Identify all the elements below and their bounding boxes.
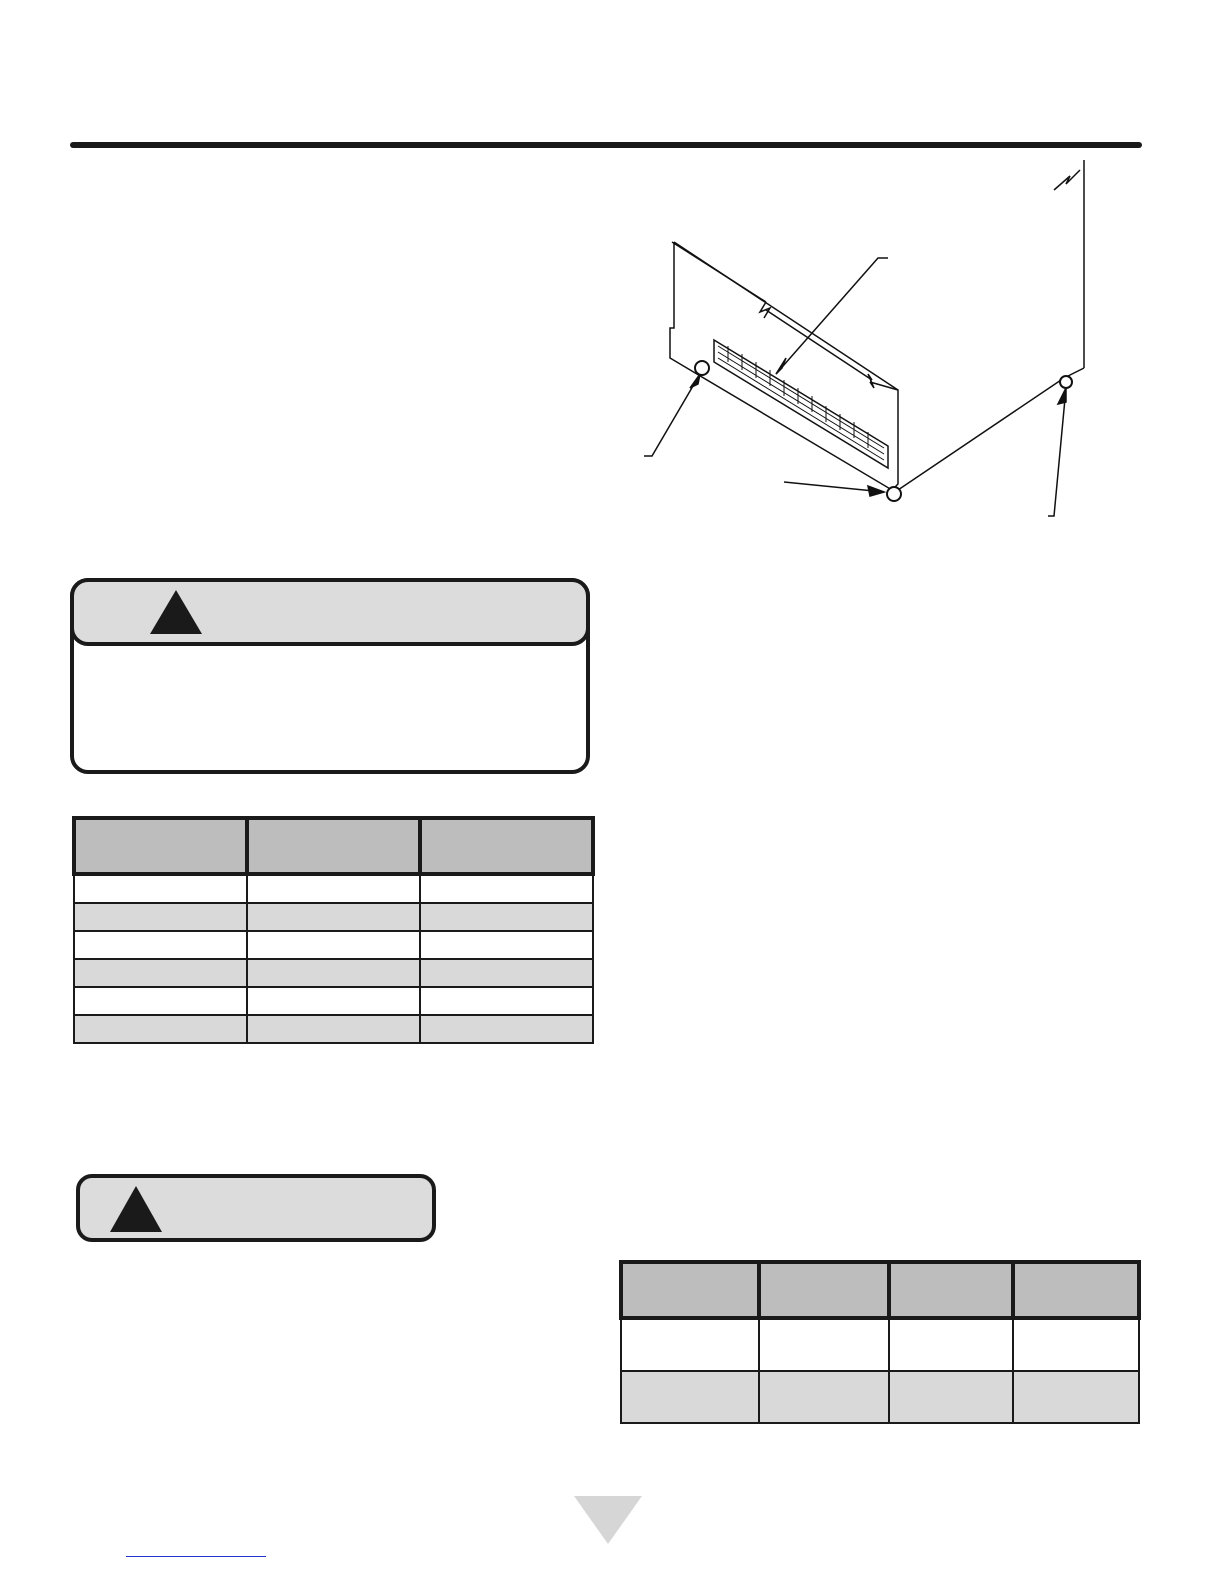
table-cell bbox=[420, 987, 593, 1015]
table-cell bbox=[1013, 1318, 1139, 1371]
table-row bbox=[74, 931, 593, 959]
table-row bbox=[74, 959, 593, 987]
warning-header bbox=[70, 578, 590, 646]
table-cell bbox=[74, 874, 247, 903]
table-cell bbox=[759, 1371, 889, 1423]
front-left-leg bbox=[695, 361, 709, 375]
table-cell bbox=[889, 1371, 1013, 1423]
table-header-cell bbox=[621, 1262, 759, 1318]
rear-right-leg bbox=[1060, 376, 1072, 388]
table-cell bbox=[1013, 1371, 1139, 1423]
table-header-cell bbox=[247, 818, 420, 874]
footer-link[interactable] bbox=[126, 1556, 266, 1557]
rear-right-leader bbox=[1048, 388, 1066, 516]
front-right-leg bbox=[887, 487, 901, 501]
table-cell bbox=[74, 987, 247, 1015]
table-cell bbox=[621, 1371, 759, 1423]
next-page-arrow-icon[interactable] bbox=[574, 1496, 642, 1544]
warning-triangle-icon bbox=[150, 590, 202, 634]
table-cell bbox=[247, 874, 420, 903]
top-rule bbox=[70, 142, 1142, 148]
table-cell bbox=[420, 874, 593, 903]
table-cell bbox=[420, 1015, 593, 1043]
caution-box bbox=[76, 1174, 436, 1242]
table-cell bbox=[74, 1015, 247, 1043]
table-cell bbox=[74, 903, 247, 931]
warning-triangle-icon bbox=[110, 1186, 162, 1232]
table-cell bbox=[74, 931, 247, 959]
table-cell bbox=[247, 959, 420, 987]
spec-table-1 bbox=[72, 816, 595, 1044]
table-row bbox=[621, 1371, 1139, 1423]
table-header-cell bbox=[889, 1262, 1013, 1318]
table-cell bbox=[420, 931, 593, 959]
table-row bbox=[74, 987, 593, 1015]
table-cell bbox=[247, 1015, 420, 1043]
table-cell bbox=[247, 903, 420, 931]
table-header-cell bbox=[1013, 1262, 1139, 1318]
table-header-cell bbox=[74, 818, 247, 874]
spec-table-2 bbox=[619, 1260, 1141, 1424]
table-header-row bbox=[621, 1262, 1139, 1318]
table-header-row bbox=[74, 818, 593, 874]
unit-base-illustration bbox=[630, 150, 1130, 530]
vent-grille bbox=[714, 340, 888, 468]
table-cell bbox=[247, 931, 420, 959]
table-cell bbox=[247, 987, 420, 1015]
table-header-cell bbox=[759, 1262, 889, 1318]
table-cell bbox=[621, 1318, 759, 1371]
table-header-cell bbox=[420, 818, 593, 874]
table-row bbox=[74, 874, 593, 903]
table-cell bbox=[74, 959, 247, 987]
table-row bbox=[621, 1318, 1139, 1371]
table-cell bbox=[420, 959, 593, 987]
table-cell bbox=[889, 1318, 1013, 1371]
table-row bbox=[74, 1015, 593, 1043]
table-cell bbox=[420, 903, 593, 931]
warning-box bbox=[70, 578, 590, 774]
table-cell bbox=[759, 1318, 889, 1371]
table-row bbox=[74, 903, 593, 931]
vent-leader bbox=[776, 258, 888, 374]
